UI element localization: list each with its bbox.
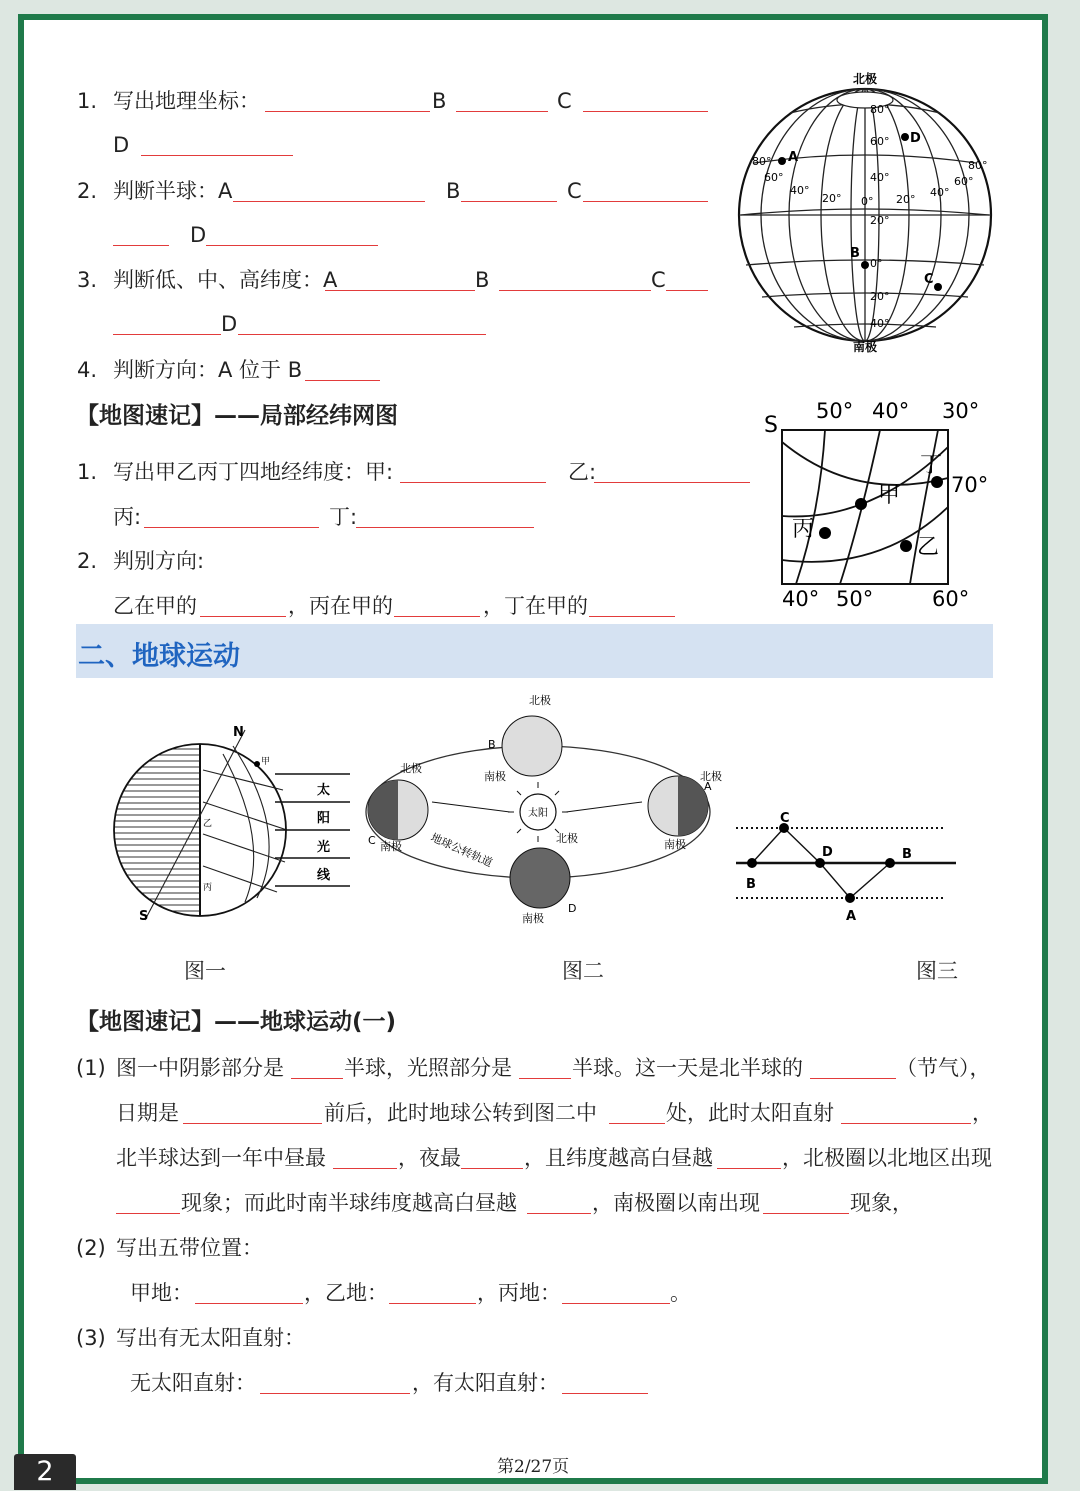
grid-point-jia-label: 甲 [878,483,901,508]
q4-text: 判断方向：A 位于 B [113,358,303,382]
q1-number: 1. [77,89,98,113]
globe-point-c-label: C [924,272,934,287]
fig2-south: 南极 [522,912,544,925]
local-q2-ding: ，丁在甲的 [483,594,588,618]
local-q1-text: 写出甲乙丙丁四地经纬度：甲: [113,460,394,484]
fig2-d: D [568,902,577,915]
m1-text: 日期是 [116,1101,179,1125]
answer-blank[interactable] [325,290,475,291]
globe-point-d [901,133,909,141]
m2-text: 写出五带位置： [116,1236,263,1260]
fig2-c: C [368,834,376,847]
page-badge: 2 [14,1454,76,1490]
answer-blank[interactable] [456,111,548,112]
grid-bottom-label: 50° [836,587,874,611]
grid-point-bing-label: 丙 [792,517,815,542]
grid-point-jia [855,498,867,510]
local-grid-map [760,392,1000,617]
grid-bottom-label: 40° [782,587,820,611]
fig3-d: D [822,845,833,860]
local-q1-number: 1. [77,460,98,484]
globe-point-b-label: B [850,246,860,261]
m2-yi: ，乙地： [304,1281,388,1305]
answer-blank[interactable] [389,1303,476,1304]
globe-point-c [934,283,942,291]
grid-point-yi [900,540,912,552]
fig1-caption: 图一 [184,959,226,983]
answer-blank[interactable] [195,1303,303,1304]
local-q1-ding: 丁: [329,505,358,529]
figure-three [732,808,964,928]
m1-text: ，南极圈以南出现 [592,1191,760,1215]
answer-blank[interactable] [810,1078,896,1079]
grid-top-label: 40° [872,399,910,423]
section-local-title: 【地图速记】——局部经纬网图 [76,403,398,429]
fig1-sun-char: 光 [317,840,331,855]
m1-text: 现象， [850,1191,913,1215]
fig2-south: 南极 [484,770,506,783]
fig1-bing: 丙 [203,883,213,893]
answer-blank[interactable] [260,1393,410,1394]
lon-label: 20° [896,193,916,206]
q3-label-d: D [221,312,238,336]
lat-label: 80° [870,103,890,116]
lat-label: 60° [870,135,890,148]
fig2-north: 北极 [400,762,422,775]
fig3-caption: 图三 [916,959,958,983]
globe-diagram [730,65,1000,360]
q2-label-b: B [446,179,461,203]
grid-top-label: 50° [816,399,854,423]
fig1-yi: 乙 [203,819,213,829]
answer-blank[interactable] [562,1303,670,1304]
globe-point-a-label: A [788,150,799,165]
globe-point-a [778,157,786,165]
m1-text: 现象；而此时南半球纬度越高白昼越 [181,1191,517,1215]
fig3-b2: B [902,847,912,862]
figure-two [360,690,740,930]
q1-label-d: D [113,133,130,157]
answer-blank[interactable] [499,290,651,291]
lat-label: 20° [870,214,890,227]
answer-blank[interactable] [461,1168,523,1169]
answer-blank[interactable] [583,111,708,112]
answer-blank[interactable] [144,527,319,528]
answer-blank[interactable] [562,1393,648,1394]
m1-text: ，夜最 [398,1146,461,1170]
lon-label: 80° [752,155,772,168]
answer-blank[interactable] [305,380,380,381]
answer-blank[interactable] [394,616,480,617]
answer-blank[interactable] [238,334,486,335]
answer-blank[interactable] [763,1213,849,1214]
m1-text: 半球。这一天是北半球的 [572,1056,803,1080]
answer-blank[interactable] [356,527,534,528]
answer-blank[interactable] [113,334,221,335]
answer-blank[interactable] [461,201,557,202]
m1-text: 前后，此时地球公转到图二中 [324,1101,597,1125]
fig2-caption: 图二 [562,959,604,983]
answer-blank[interactable] [841,1123,971,1124]
globe-south-label: 南极 [852,340,878,354]
section-banner [76,624,993,678]
lat-label: 40° [870,317,890,330]
grid-point-yi-label: 乙 [917,535,940,560]
lon-label: 0° [861,195,874,208]
q4-number: 4. [77,358,98,382]
m1-number: (1) [76,1056,106,1080]
fig1-jia: 甲 [261,757,271,767]
q2-number: 2. [77,179,98,203]
local-q1-yi: 乙: [568,460,597,484]
page-number: 第2/27页 [497,1457,570,1477]
q1-label-b: B [432,89,447,113]
answer-blank[interactable] [200,616,286,617]
globe-point-d-label: D [910,131,921,146]
answer-blank[interactable] [233,201,425,202]
m1-text: ，北极圈以北地区出现 [782,1146,992,1170]
fig2-south: 南极 [380,840,402,853]
lon-label: 20° [822,192,842,205]
grid-bottom-label: 60° [932,587,970,611]
answer-blank[interactable] [589,616,675,617]
lon-label: 40° [930,186,950,199]
q2-label-c: C [567,179,582,203]
q3-text: 判断低、中、高纬度：A [113,268,338,292]
local-q2-number: 2. [77,549,98,573]
grid-label-s: S [764,413,778,438]
lat-label: 20° [870,290,890,303]
q3-number: 3. [77,268,98,292]
fig2-north: 北极 [556,832,578,845]
lon-label: 60° [764,171,784,184]
answer-blank[interactable] [400,482,546,483]
grid-top-label: 30° [942,399,980,423]
fig2-orbit: 地球公转轨道 [428,830,495,870]
local-q1-bing: 丙: [113,505,142,529]
answer-blank[interactable] [717,1168,781,1169]
fig2-north: 北极 [700,770,722,783]
globe-north-label: 北极 [852,72,878,86]
m2-bing: ，丙地： [477,1281,561,1305]
m1-text: 图一中阴影部分是 [116,1056,284,1080]
answer-blank[interactable] [141,155,293,156]
m3-number: (3) [76,1326,106,1350]
fig1-n: N [233,725,244,740]
lat-label: 0° [870,257,883,270]
answer-blank[interactable] [291,1078,343,1079]
m3-text: 写出有无太阳直射： [116,1326,305,1350]
q1-text: 写出地理坐标： [113,89,260,113]
fig2-south: 南极 [664,838,686,851]
m3-no: 无太阳直射： [130,1371,256,1395]
grid-point-bing [819,527,831,539]
globe-point-b [861,261,869,269]
local-q2-line: 乙在甲的 [113,594,197,618]
q2-text: 判断半球：A [113,179,233,203]
q1-label-c: C [557,89,572,113]
section-two-title: 二、地球运动 [78,641,240,672]
lon-label: 40° [790,184,810,197]
lon-label: 60° [954,175,974,188]
answer-blank[interactable] [666,290,708,291]
figure-one [105,722,365,932]
q3-label-c: C [651,268,666,292]
m1-text: 处，此时太阳直射 [666,1101,834,1125]
m1-text: ，且纬度越高白昼越 [524,1146,713,1170]
answer-blank[interactable] [583,201,708,202]
lat-label: 40° [870,171,890,184]
answer-blank[interactable] [206,245,378,246]
m2-end: 。 [670,1281,691,1305]
answer-blank[interactable] [113,245,169,246]
fig1-sun-char: 线 [317,868,331,883]
answer-blank[interactable] [519,1078,571,1079]
m2-jia: 甲地： [130,1281,193,1305]
answer-blank[interactable] [116,1213,180,1214]
section-motion-title: 【地图速记】——地球运动(一) [76,1009,397,1035]
fig1-sun-char: 太 [317,783,331,798]
m1-text: ， [972,1101,993,1125]
fig2-north: 北极 [529,694,551,707]
answer-blank[interactable] [333,1168,397,1169]
m2-number: (2) [76,1236,106,1260]
fig1-s: S [139,909,149,924]
q3-label-b: B [475,268,490,292]
fig3-c: C [780,811,790,826]
fig2-a: A [704,780,712,793]
lon-label: 80° [968,159,988,172]
answer-blank[interactable] [265,111,430,112]
fig3-b: B [746,877,756,892]
m1-text: 北半球达到一年中昼最 [116,1146,326,1170]
answer-blank[interactable] [594,482,750,483]
m1-text: （节气）， [896,1056,991,1080]
local-q2-bing: ，丙在甲的 [288,594,393,618]
fig1-sun-char: 阳 [317,811,331,826]
answer-blank[interactable] [183,1123,322,1124]
fig2-sun: 太阳 [528,808,548,819]
answer-blank[interactable] [609,1123,665,1124]
grid-point-ding-label: 丁 [920,453,943,478]
m1-text: 半球，光照部分是 [344,1056,512,1080]
fig3-a: A [846,909,857,924]
grid-right-label: 70° [951,473,989,497]
m3-yes: ，有太阳直射： [412,1371,559,1395]
q2-label-d: D [190,223,207,247]
fig2-b: B [488,738,496,751]
answer-blank[interactable] [527,1213,591,1214]
local-q2-text: 判别方向: [113,549,205,573]
